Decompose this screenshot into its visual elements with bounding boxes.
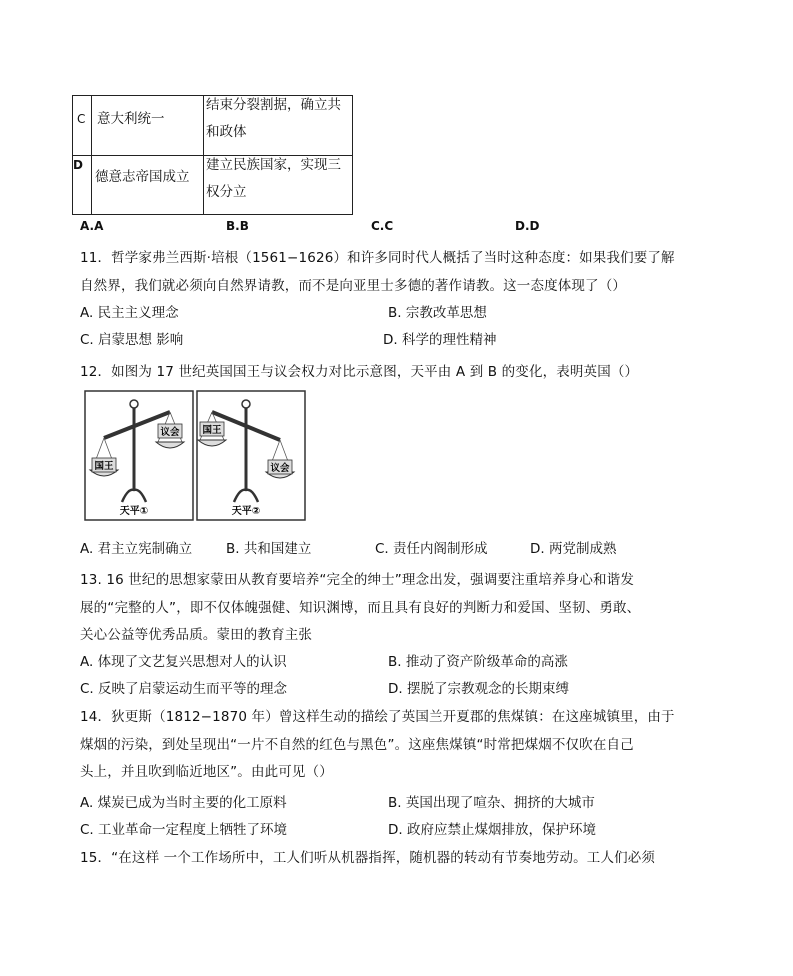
row-event: 德意志帝国成立: [95, 169, 190, 185]
pan-label: 国王: [94, 461, 114, 472]
question-13-line1: 13. 16 世纪的思想家蒙田从教育要培养“完全的绅士”理念出发，强调要注重培养身心和谐发: [80, 572, 634, 588]
question-15-line1: 15．“在这样 一个工作场所中，工人们听从机器指挥，随机器的转动有节奏地劳动。工人们必须: [80, 850, 656, 866]
question-12-line1: 12．如图为 17 世纪英国国王与议会权力对比示意图，天平由 A 到 B 的变化，表明英国（）: [80, 364, 639, 380]
option-a: A. 体现了文艺复兴思想对人的认识: [80, 654, 287, 670]
question-13-line3: 关心公益等优秀品质。蒙田的教育主张: [80, 627, 313, 643]
option-c: C. 启蒙思想 影响: [80, 332, 184, 348]
row-event: 意大利统一: [97, 111, 165, 127]
row-letter: C: [77, 112, 86, 126]
row-result-line1: 建立民族国家，实现三: [206, 157, 341, 173]
option-a: A. 君主立宪制确立: [80, 541, 193, 557]
option-a: A. 民主主义理念: [80, 305, 179, 321]
option-d: D. 两党制成熟: [530, 541, 617, 557]
row-result-line2: 和政体: [206, 124, 247, 140]
option-d: D. 科学的理性精神: [383, 332, 497, 348]
row-result-line2: 权分立: [206, 184, 247, 200]
option-d: D. 政府应禁止煤烟排放，保护环境: [388, 822, 596, 838]
option-c: C. 工业革命一定程度上牺牲了环境: [80, 822, 288, 838]
option-b: B. 英国出现了喧杂、拥挤的大城市: [388, 795, 595, 811]
row-result-line1: 结束分裂割据，确立共: [206, 97, 341, 113]
option-d: D.D: [515, 219, 540, 233]
option-b: B. 推动了资产阶级革命的高涨: [388, 654, 568, 670]
option-b: B.B: [226, 219, 249, 233]
option-a: A. 煤炭已成为当时主要的化工原料: [80, 795, 287, 811]
option-c: C. 反映了启蒙运动生而平等的理念: [80, 681, 288, 697]
question-14-line3: 头上，并且吹到临近地区”。由此可见（）: [80, 764, 333, 780]
option-c: C. 责任内阁制形成: [375, 541, 488, 557]
balance-caption: 天平②: [231, 506, 261, 517]
option-c: C.C: [371, 219, 394, 233]
balance-figure: [84, 390, 306, 522]
option-d: D. 摆脱了宗教观念的长期束缚: [388, 681, 569, 697]
option-a: A.A: [80, 219, 104, 233]
figure-frame: [85, 391, 193, 520]
question-13-line2: 展的“完整的人”，即不仅体魄强健、知识渊博，而且具有良好的判断力和爱国、坚韧、勇敢、: [80, 600, 641, 616]
pan-label: 国王: [202, 425, 222, 436]
question-11-line2: 自然界，我们就必须向自然界请教，而不是向亚里士多德的著作请教。这一态度体现了（）: [80, 278, 626, 294]
option-b: B. 共和国建立: [226, 541, 312, 557]
balance-caption: 天平①: [119, 506, 149, 517]
question-14-line1: 14．狄更斯（1812−1870 年）曾这样生动的描绘了英国兰开夏郡的焦煤镇：在这座城镇里，由于: [80, 709, 675, 725]
pan-label: 议会: [160, 427, 180, 438]
answer-table: [72, 95, 353, 215]
question-11-line1: 11．哲学家弗兰西斯·培根（1561−1626）和许多同时代人概括了当时这种态度：如果我们要了解: [80, 250, 675, 266]
option-b: B. 宗教改革思想: [388, 305, 487, 321]
pan-label: 议会: [270, 463, 290, 474]
row-letter: D: [73, 158, 83, 172]
question-14-line2: 煤烟的污染，到处呈现出“一片不自然的红色与黑色”。这座焦煤镇“时常把煤烟不仅吹在自己: [80, 737, 634, 753]
balance-figure-svg: [84, 390, 306, 522]
